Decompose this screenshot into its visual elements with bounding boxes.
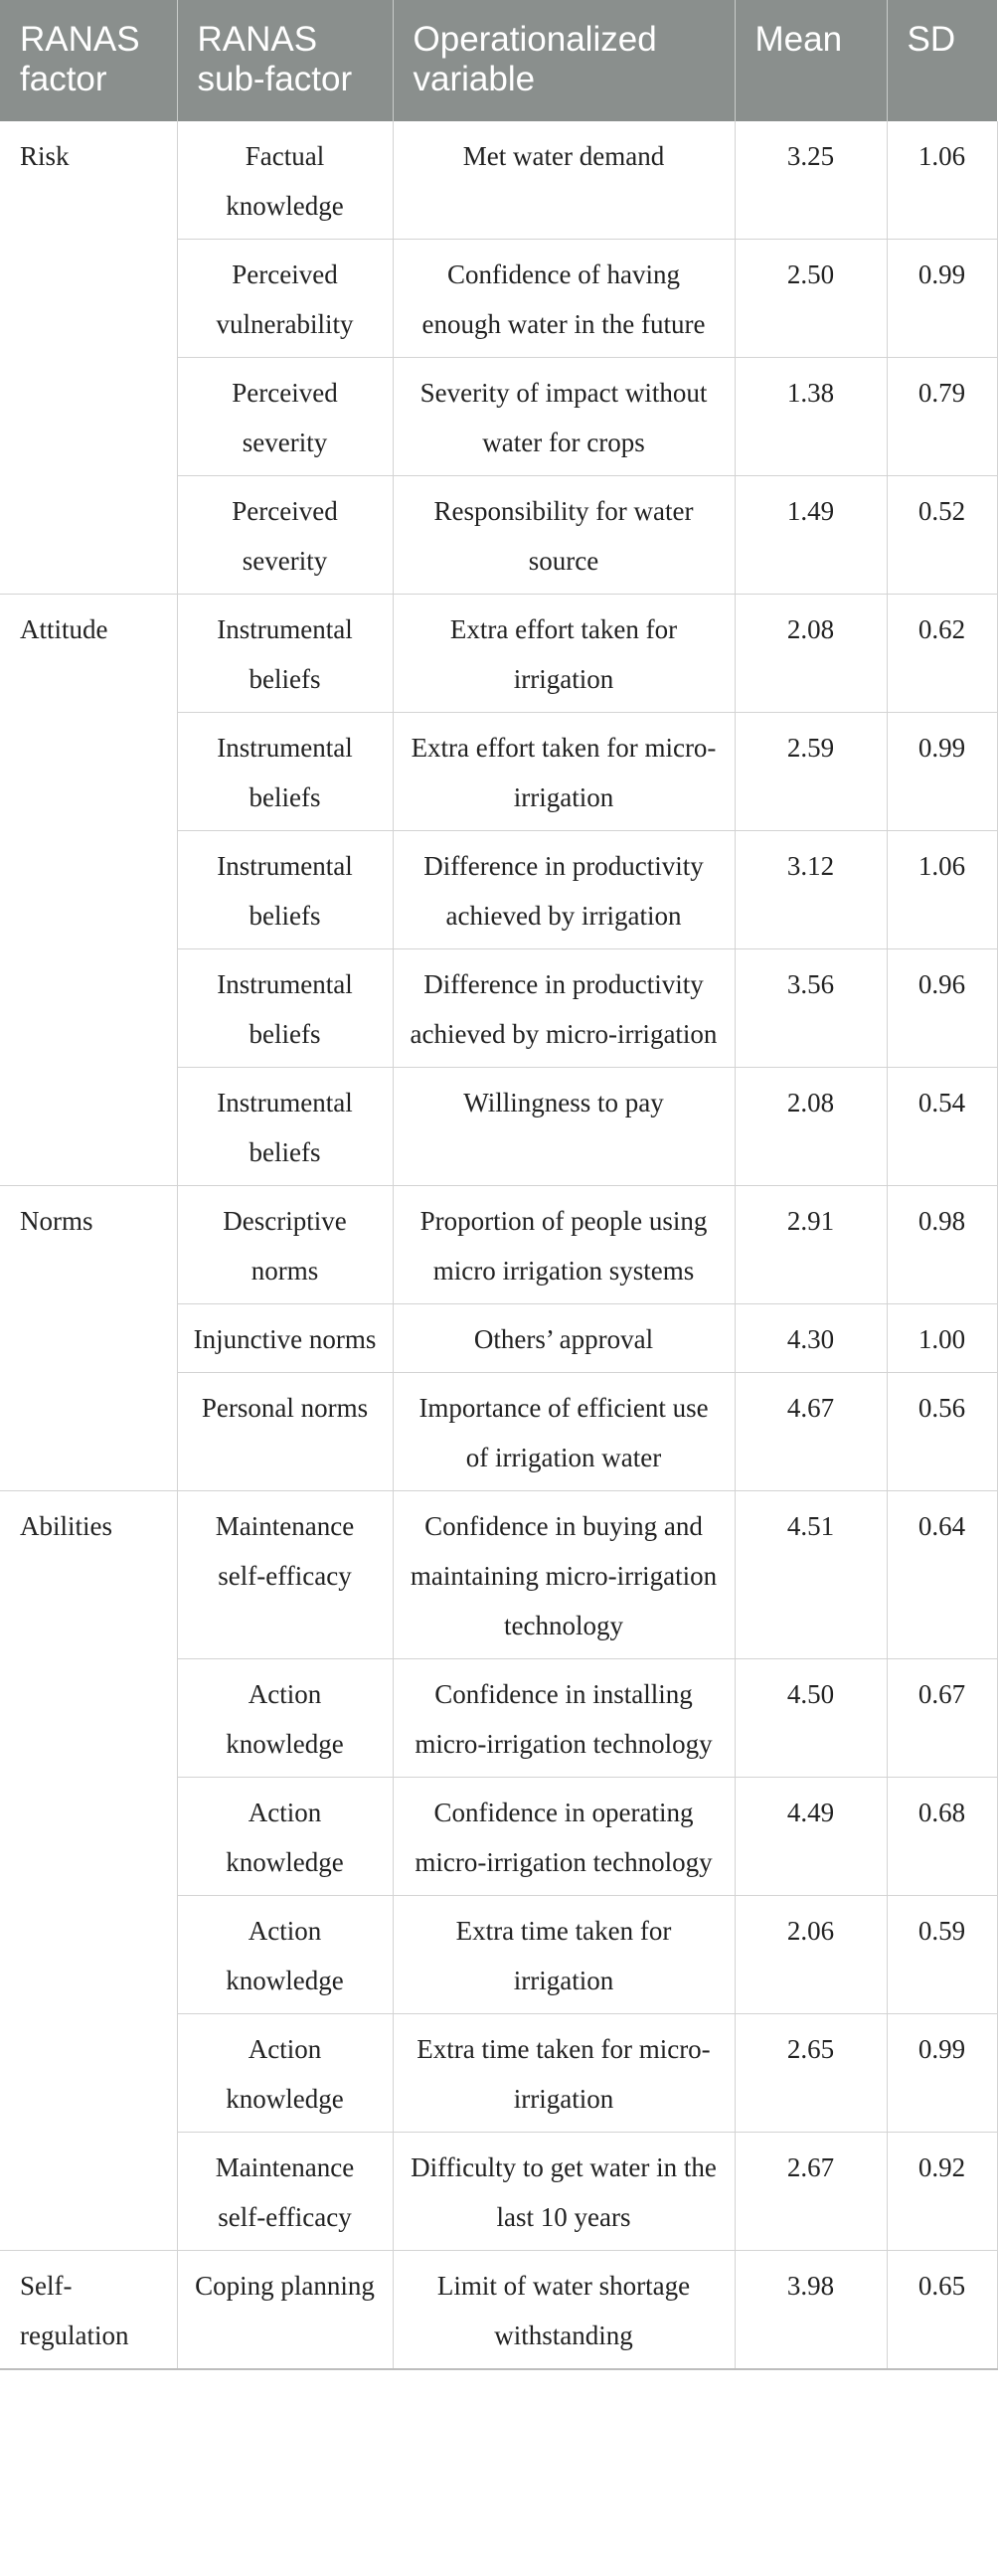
mean-cell: 4.67	[735, 1373, 887, 1491]
sub-factor-cell: Maintenance self-efficacy	[177, 1491, 393, 1659]
table-row	[0, 1491, 997, 1659]
sub-factor-cell: Perceived severity	[177, 476, 393, 595]
mean-cell: 2.91	[735, 1186, 887, 1304]
mean-cell: 4.49	[735, 1778, 887, 1896]
mean-cell: 4.30	[735, 1304, 887, 1373]
mean-cell: 1.49	[735, 476, 887, 595]
sub-factor-cell: Instrumental beliefs	[177, 595, 393, 713]
variable-cell: Confidence in operating micro-irrigation technology	[393, 1778, 735, 1896]
variable-cell: Confidence in installing micro-irrigation technology	[393, 1659, 735, 1778]
table-row	[0, 1186, 997, 1304]
variable-cell: Met water demand	[393, 121, 735, 240]
variable-cell: Confidence in buying and maintaining micro-irrigation technology	[393, 1491, 735, 1659]
sd-cell: 0.98	[887, 1186, 997, 1304]
sd-cell: 0.96	[887, 949, 997, 1068]
sub-factor-cell: Instrumental beliefs	[177, 831, 393, 949]
variable-cell: Proportion of people using micro irrigation systems	[393, 1186, 735, 1304]
variable-cell: Difficulty to get water in the last 10 years	[393, 2133, 735, 2251]
table-body	[0, 121, 997, 2369]
table-row	[0, 2251, 997, 2370]
mean-cell: 4.50	[735, 1659, 887, 1778]
table-header	[0, 0, 997, 121]
table-row	[0, 595, 997, 713]
mean-cell: 2.65	[735, 2014, 887, 2133]
mean-cell: 3.98	[735, 2251, 887, 2370]
ranas-factor-cell: Norms	[0, 1186, 177, 1491]
sd-cell: 0.59	[887, 1896, 997, 2014]
mean-cell: 2.06	[735, 1896, 887, 2014]
ranas-factor-cell: Abilities	[0, 1491, 177, 2251]
sd-cell: 0.64	[887, 1491, 997, 1659]
header-row	[0, 0, 997, 121]
mean-cell: 3.25	[735, 121, 887, 240]
sd-cell: 0.62	[887, 595, 997, 713]
sd-cell: 0.68	[887, 1778, 997, 1896]
ranas-factor-cell: Risk	[0, 121, 177, 595]
sub-factor-cell: Action knowledge	[177, 2014, 393, 2133]
sub-factor-cell: Instrumental beliefs	[177, 1068, 393, 1186]
sd-cell: 0.52	[887, 476, 997, 595]
sub-factor-cell: Perceived vulnerability	[177, 240, 393, 358]
variable-cell: Others’ approval	[393, 1304, 735, 1373]
sd-cell: 0.54	[887, 1068, 997, 1186]
header-ranas-sub-factor: RANAS sub-factor	[177, 0, 393, 121]
header-sd: SD	[887, 0, 997, 121]
variable-cell: Willingness to pay	[393, 1068, 735, 1186]
sub-factor-cell: Instrumental beliefs	[177, 949, 393, 1068]
variable-cell: Responsibility for water source	[393, 476, 735, 595]
sd-cell: 0.99	[887, 713, 997, 831]
ranas-factor-cell: Attitude	[0, 595, 177, 1186]
mean-cell: 2.67	[735, 2133, 887, 2251]
sd-cell: 0.79	[887, 358, 997, 476]
sub-factor-cell: Perceived severity	[177, 358, 393, 476]
sd-cell: 0.99	[887, 2014, 997, 2133]
sub-factor-cell: Instrumental beliefs	[177, 713, 393, 831]
sd-cell: 1.06	[887, 831, 997, 949]
mean-cell: 2.08	[735, 595, 887, 713]
sd-cell: 0.65	[887, 2251, 997, 2370]
ranas-factor-cell: Self-regulation	[0, 2251, 177, 2370]
variable-cell: Confidence of having enough water in the future	[393, 240, 735, 358]
sub-factor-cell: Action knowledge	[177, 1896, 393, 2014]
sd-cell: 1.06	[887, 121, 997, 240]
sub-factor-cell: Personal norms	[177, 1373, 393, 1491]
mean-cell: 2.08	[735, 1068, 887, 1186]
variable-cell: Limit of water shortage withstanding	[393, 2251, 735, 2370]
sub-factor-cell: Maintenance self-efficacy	[177, 2133, 393, 2251]
variable-cell: Difference in productivity achieved by irrigation	[393, 831, 735, 949]
header-operationalized-variable: Operationalized variable	[393, 0, 735, 121]
mean-cell: 1.38	[735, 358, 887, 476]
variable-cell: Importance of efficient use of irrigation water	[393, 1373, 735, 1491]
sd-cell: 0.99	[887, 240, 997, 358]
mean-cell: 2.50	[735, 240, 887, 358]
sub-factor-cell: Coping planning	[177, 2251, 393, 2370]
mean-cell: 3.12	[735, 831, 887, 949]
variable-cell: Extra effort taken for micro-irrigation	[393, 713, 735, 831]
sd-cell: 0.92	[887, 2133, 997, 2251]
sub-factor-cell: Descriptive norms	[177, 1186, 393, 1304]
variable-cell: Difference in productivity achieved by micro-irrigation	[393, 949, 735, 1068]
table-row	[0, 121, 997, 240]
variable-cell: Extra effort taken for irrigation	[393, 595, 735, 713]
variable-cell: Severity of impact without water for crops	[393, 358, 735, 476]
variable-cell: Extra time taken for micro-irrigation	[393, 2014, 735, 2133]
sd-cell: 1.00	[887, 1304, 997, 1373]
mean-cell: 4.51	[735, 1491, 887, 1659]
header-mean: Mean	[735, 0, 887, 121]
sd-cell: 0.56	[887, 1373, 997, 1491]
header-ranas-factor: RANAS factor	[0, 0, 177, 121]
sub-factor-cell: Factual knowledge	[177, 121, 393, 240]
sub-factor-cell: Injunctive norms	[177, 1304, 393, 1373]
sub-factor-cell: Action knowledge	[177, 1778, 393, 1896]
variable-cell: Extra time taken for irrigation	[393, 1896, 735, 2014]
mean-cell: 3.56	[735, 949, 887, 1068]
sd-cell: 0.67	[887, 1659, 997, 1778]
mean-cell: 2.59	[735, 713, 887, 831]
sub-factor-cell: Action knowledge	[177, 1659, 393, 1778]
